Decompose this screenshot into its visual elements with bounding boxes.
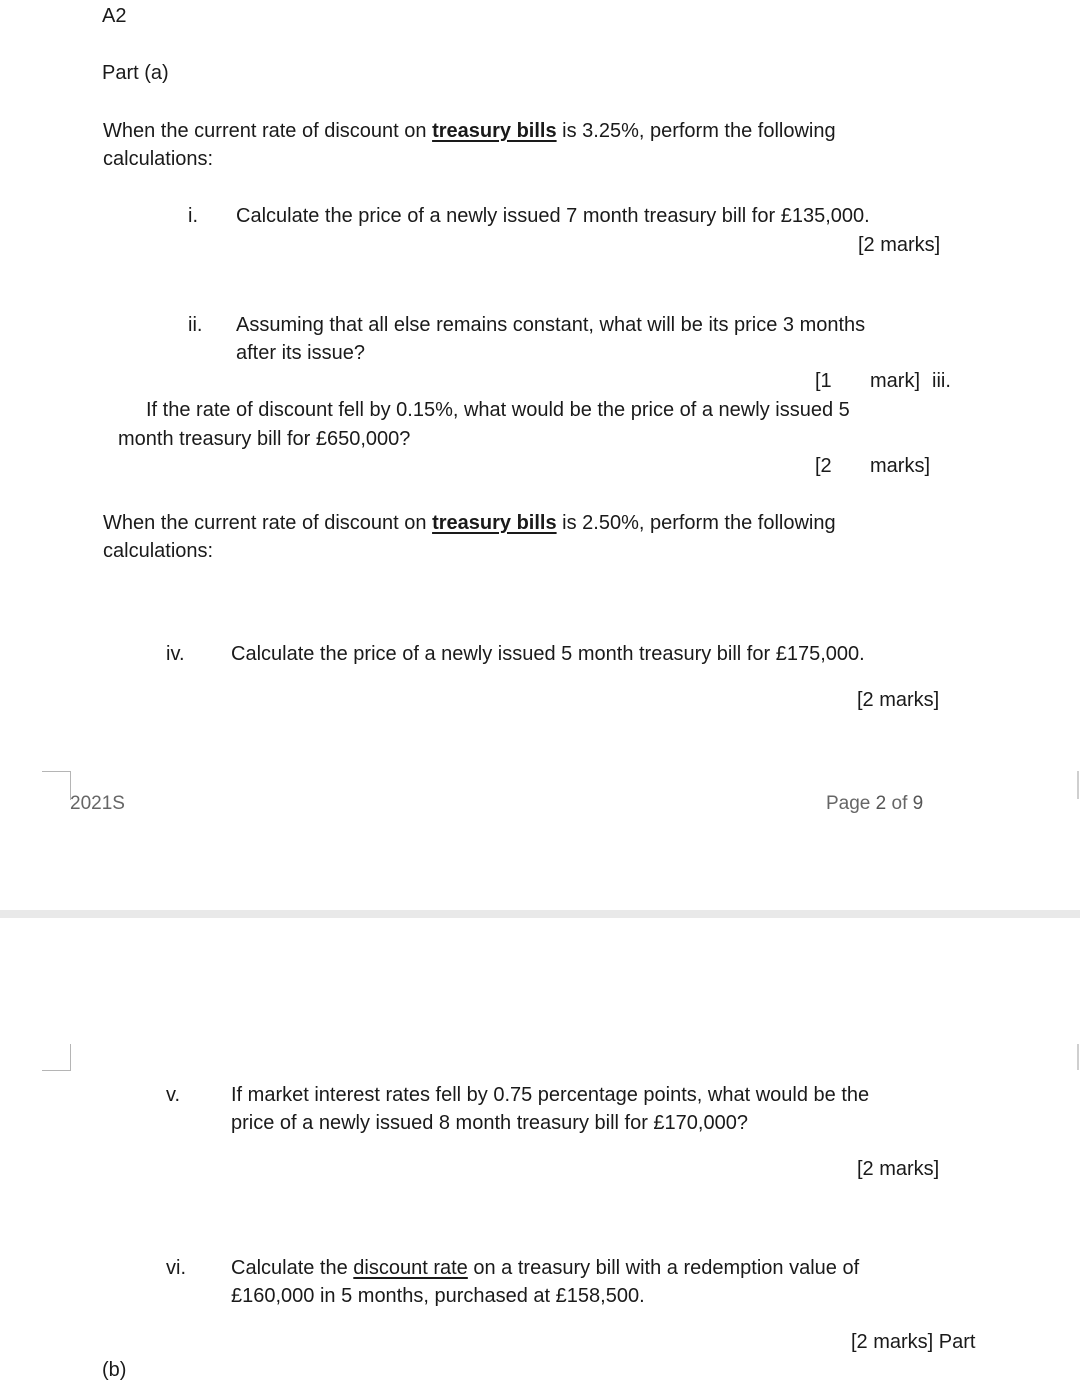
intro-paragraph-2 xyxy=(103,509,836,537)
page-indicator xyxy=(826,790,923,818)
footer-code: 2021S xyxy=(70,793,125,814)
question-text: If market interest rates fell by 0.75 percentage points, what would be the xyxy=(231,1084,870,1106)
question-text-line2: £160,000 in 5 months, purchased at £158,500. xyxy=(231,1285,645,1307)
section-code: A2 xyxy=(102,5,127,27)
marks-label: [2 marks] Part xyxy=(851,1331,976,1353)
page-total: 9 xyxy=(912,793,924,814)
marks-label: marks] xyxy=(870,455,930,477)
intro-paragraph-2-line2: calculations: xyxy=(103,540,214,562)
question-text: Calculate the price of a newly issued 7 month treasury bill for £135,000. xyxy=(236,205,870,227)
part-a-heading: Part (a) xyxy=(102,62,169,84)
treasury-bills-link[interactable]: treasury bills xyxy=(432,120,557,142)
question-number: i. xyxy=(188,205,198,227)
intro-text: is 2.50%, perform the following xyxy=(556,512,836,534)
marks-label: [2 xyxy=(815,455,832,477)
intro-text: is 3.25%, perform the following xyxy=(556,120,836,142)
question-number: iii. xyxy=(932,370,951,392)
page-edge xyxy=(1077,771,1079,799)
intro-paragraph-1 xyxy=(103,117,836,145)
crop-mark xyxy=(42,1044,71,1071)
question-text-line2: price of a newly issued 8 month treasury bill for £170,000? xyxy=(231,1112,748,1134)
question-text-line2: after its issue? xyxy=(236,342,365,364)
treasury-bills-link[interactable]: treasury bills xyxy=(432,512,557,534)
part-b-heading: (b) xyxy=(102,1359,127,1381)
question-text xyxy=(231,1254,859,1282)
marks-label: mark] xyxy=(870,370,920,392)
page-separator xyxy=(0,910,1080,918)
question-text: If the rate of discount fell by 0.15%, what would be the price of a newly issued 5 xyxy=(146,399,850,421)
intro-paragraph-1-line2: calculations: xyxy=(103,148,214,170)
discount-rate-link[interactable]: discount rate xyxy=(353,1257,468,1279)
question-text-part: Calculate the xyxy=(231,1257,354,1279)
question-text-part: on a treasury bill with a redemption value of xyxy=(467,1257,860,1279)
marks-label: [2 marks] xyxy=(858,234,941,256)
question-number: v. xyxy=(166,1084,181,1106)
question-number: vi. xyxy=(166,1257,186,1279)
question-number: ii. xyxy=(188,314,203,336)
marks-label: [1 xyxy=(815,370,832,392)
question-text: Calculate the price of a newly issued 5 month treasury bill for £175,000. xyxy=(231,643,865,665)
marks-label: [2 marks] xyxy=(857,689,940,711)
intro-text: When the current rate of discount on xyxy=(103,512,433,534)
page-edge xyxy=(1077,1044,1079,1070)
marks-label: [2 marks] xyxy=(857,1158,940,1180)
crop-mark xyxy=(42,771,71,800)
intro-text: When the current rate of discount on xyxy=(103,120,433,142)
page-number: 2 xyxy=(875,793,887,814)
page-of: of xyxy=(886,793,913,814)
question-number: iv. xyxy=(166,643,185,665)
page-label: Page xyxy=(826,793,876,814)
question-text-line2: month treasury bill for £650,000? xyxy=(118,428,411,450)
question-text: Assuming that all else remains constant, what will be its price 3 months xyxy=(236,314,866,336)
